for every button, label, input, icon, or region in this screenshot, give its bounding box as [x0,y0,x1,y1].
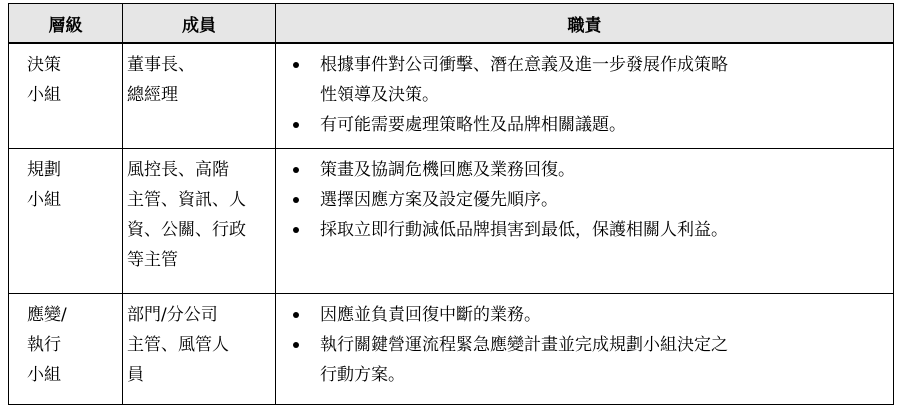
duty-text: 因應並負責回復中斷的業務。 [320,305,541,325]
duty-text: 性領導及決策。 [320,85,439,105]
responsibility-table [8,3,894,405]
members-cell [123,294,276,405]
level-line: 執行 [27,335,61,355]
table-header-row [9,4,894,44]
level-line: 決策 [27,55,61,75]
duty-text: 執行關鍵營運流程緊急應變計畫並完成規劃小組決定之 [320,335,728,355]
duty-list [276,50,893,140]
duty-text: 選擇因應方案及設定優先順序。 [320,190,558,210]
level-cell [9,294,123,405]
members-line: 員 [127,365,144,385]
level-cell [9,149,123,294]
members-line: 主管、風管人 [127,335,229,355]
bullet-icon [293,312,299,318]
members-line: 風控長、高階 [127,160,229,180]
duty-item [276,215,893,245]
duty-list [276,155,893,245]
bullet-icon [293,122,299,128]
duty-text: 行動方案。 [320,365,405,385]
level-line: 應變/ [27,305,67,325]
duty-item [276,110,893,140]
level-line: 小組 [27,85,61,105]
header-duties: 職責 [276,4,894,44]
duty-item [276,185,893,215]
members-line: 資、公關、行政 [127,220,246,240]
members-line: 主管、資訊、人 [127,190,246,210]
table-row [9,43,894,149]
duty-text: 有可能需要處理策略性及品牌相關議題。 [320,115,626,135]
duty-text: 策畫及協調危機回應及業務回復。 [320,160,575,180]
bullet-icon [293,342,299,348]
members-cell [123,149,276,294]
members-cell [123,43,276,149]
duties-cell [276,294,894,405]
duties-cell [276,43,894,149]
duty-item [276,300,893,330]
header-level: 層級 [9,4,123,44]
bullet-icon [293,62,299,68]
table-row [9,149,894,294]
duties-cell [276,149,894,294]
duty-text: 根據事件對公司衝擊、潛在意義及進一步發展作成策略 [320,55,728,75]
bullet-icon [293,227,299,233]
table-row [9,294,894,405]
duty-item [276,50,893,110]
duty-text: 採取立即行動減低品牌損害到最低，保護相關人利益。 [320,220,728,240]
level-line: 規劃 [27,160,61,180]
bullet-icon [293,197,299,203]
duty-item [276,155,893,185]
members-line: 董事長、 [127,55,195,75]
level-line: 小組 [27,365,61,385]
header-members: 成員 [123,4,276,44]
members-line: 等主管 [127,250,178,270]
members-line: 部門/分公司 [127,305,218,325]
members-line: 總經理 [127,85,178,105]
level-cell [9,43,123,149]
duty-item [276,330,893,390]
duty-list [276,300,893,390]
level-line: 小組 [27,190,61,210]
bullet-icon [293,167,299,173]
